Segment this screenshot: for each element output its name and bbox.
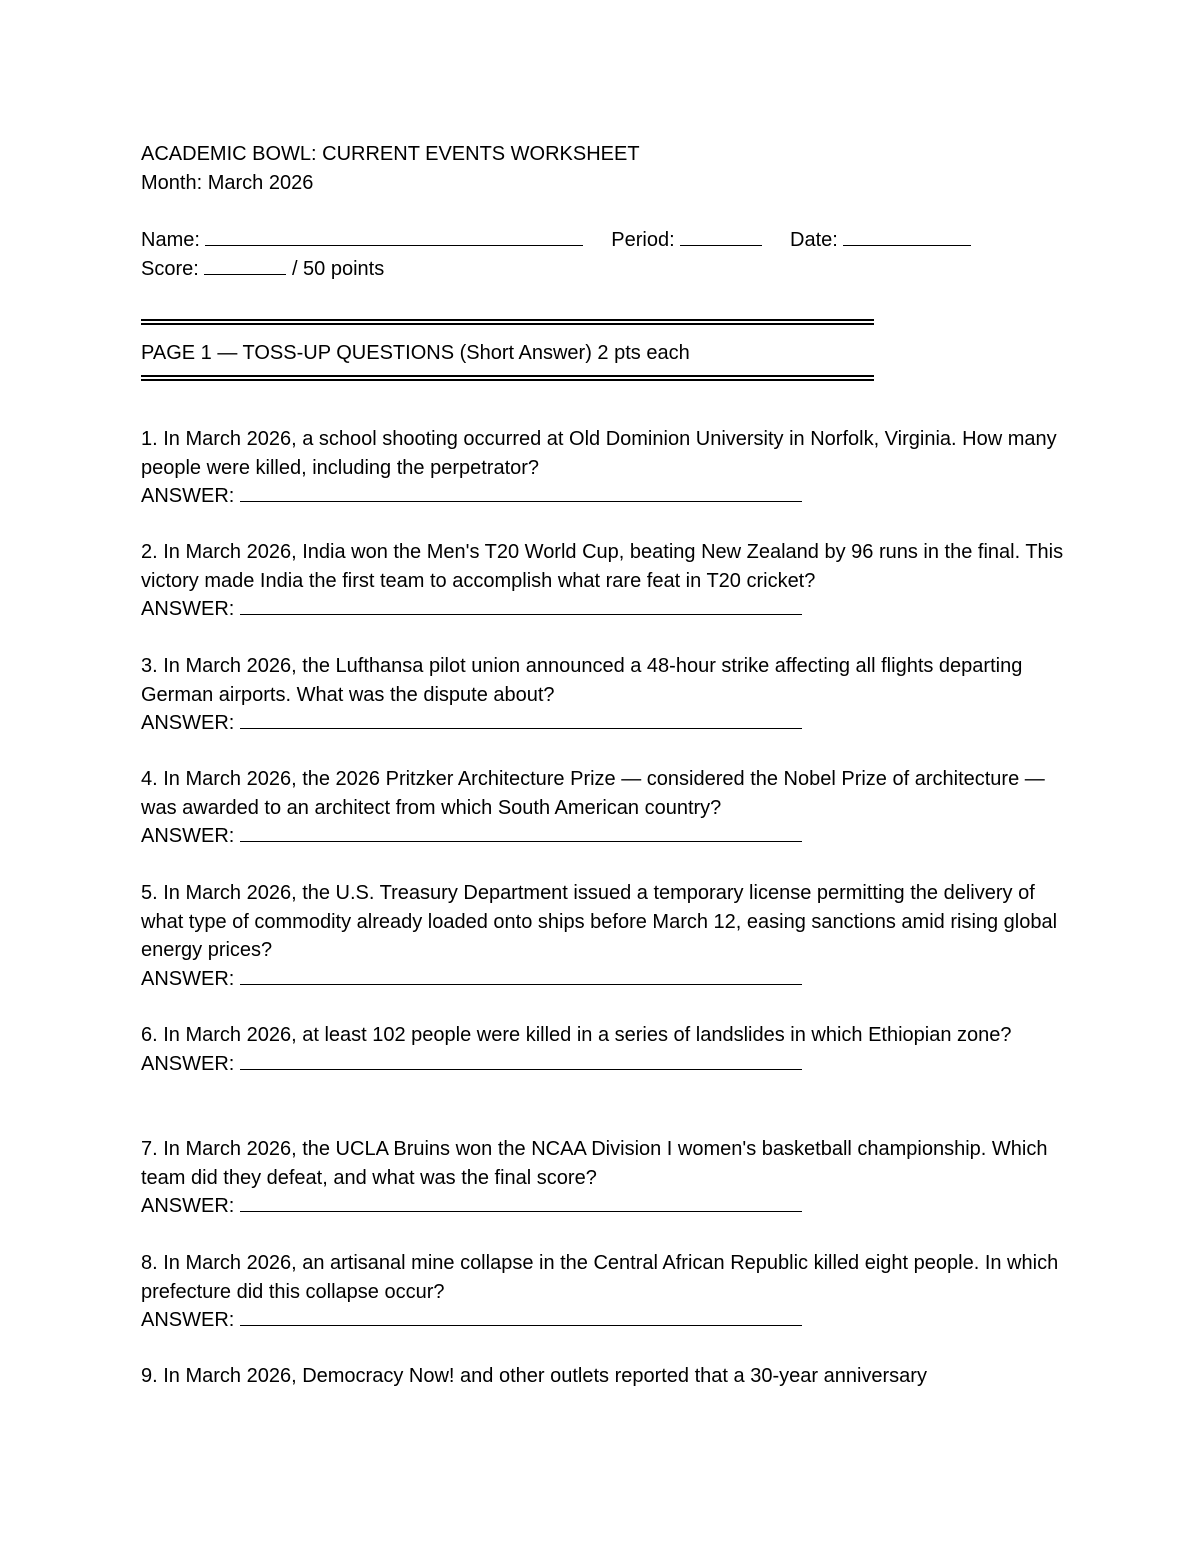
question-text: 5. In March 2026, the U.S. Treasury Department issued a temporary license permitting the delivery of what type of commodity already loaded onto ships before March 12, easing sanctions amid rising global energy prices? [141,882,1058,961]
answer-field[interactable] [240,1307,802,1326]
question-7 [141,1135,1071,1221]
worksheet-title: ACADEMIC BOWL: CURRENT EVENTS WORKSHEET [141,143,640,165]
question-text: 9. In March 2026, Democracy Now! and other outlets reported that a 30-year anniversary [141,1365,927,1387]
answer-row [141,482,1071,511]
answer-label: ANSWER: [141,967,235,990]
answer-label: ANSWER: [141,1195,235,1217]
question-text: 8. In March 2026, an artisanal mine collapse in the Central African Republic killed eight people. In which prefecture did this collapse occur? [141,1252,1059,1303]
answer-field[interactable] [240,1051,802,1070]
score-label: Score: [141,258,199,280]
month-line: Month: March 2026 [141,172,314,194]
question-5 [141,879,1071,993]
answer-label: ANSWER: [141,1052,235,1075]
answer-field[interactable] [240,483,802,502]
question-text: 6. In March 2026, at least 102 people were killed in a series of landslides in which Ethiopian zone? [141,1024,1012,1046]
name-field[interactable] [205,227,583,246]
name-period-date-row [141,226,971,254]
section-heading: PAGE 1 — TOSS-UP QUESTIONS (Short Answer) 2 pts each [141,342,690,364]
question-4 [141,765,1071,851]
answer-row [141,965,1071,994]
answer-field[interactable] [240,1193,802,1212]
divider-bottom [141,375,874,381]
period-field[interactable] [680,227,762,246]
question-2 [141,538,1071,624]
answer-field[interactable] [240,596,802,615]
date-label: Date: [790,229,838,251]
question-3 [141,652,1071,738]
answer-label: ANSWER: [141,485,235,507]
score-suffix: / 50 points [291,258,385,280]
question-text: 2. In March 2026, India won the Men's T20 World Cup, beating New Zealand by 96 runs in the final. This victory made India the first team to accomplish what rare feat in T20 cricket? [141,541,1064,592]
question-text: 3. In March 2026, the Lufthansa pilot union announced a 48-hour strike affecting all flights departing German airports. What was the dispute about? [141,655,1023,706]
question-text: 4. In March 2026, the 2026 Pritzker Architecture Prize — considered the Nobel Prize of architecture — was awarded to an architect from which South American country? [141,768,1045,819]
answer-label: ANSWER: [141,825,235,847]
question-9 [141,1362,1071,1391]
question-6 [141,1021,1071,1078]
answer-row [141,709,1071,738]
score-row [141,255,384,283]
answer-label: ANSWER: [141,1309,235,1331]
divider-top [141,319,874,325]
question-text: 1. In March 2026, a school shooting occurred at Old Dominion University in Norfolk, Virginia. How many people were killed, including the perpetrator? [141,428,1057,479]
answer-label: ANSWER: [141,712,235,734]
answer-label: ANSWER: [141,598,235,620]
question-text: 7. In March 2026, the UCLA Bruins won the NCAA Division I women's basketball championship. Which team did they defeat, and what was the final score? [141,1138,1048,1189]
answer-row [141,1192,1071,1221]
answer-field[interactable] [240,966,802,985]
score-field[interactable] [204,256,286,275]
name-label: Name: [141,229,200,251]
answer-row [141,595,1071,624]
answer-field[interactable] [240,823,802,842]
answer-field[interactable] [240,710,802,729]
answer-row [141,1050,1071,1079]
question-8 [141,1249,1071,1335]
period-label: Period: [611,229,675,251]
answer-row [141,822,1071,851]
answer-row [141,1306,1071,1335]
question-1 [141,425,1071,511]
date-field[interactable] [843,227,971,246]
